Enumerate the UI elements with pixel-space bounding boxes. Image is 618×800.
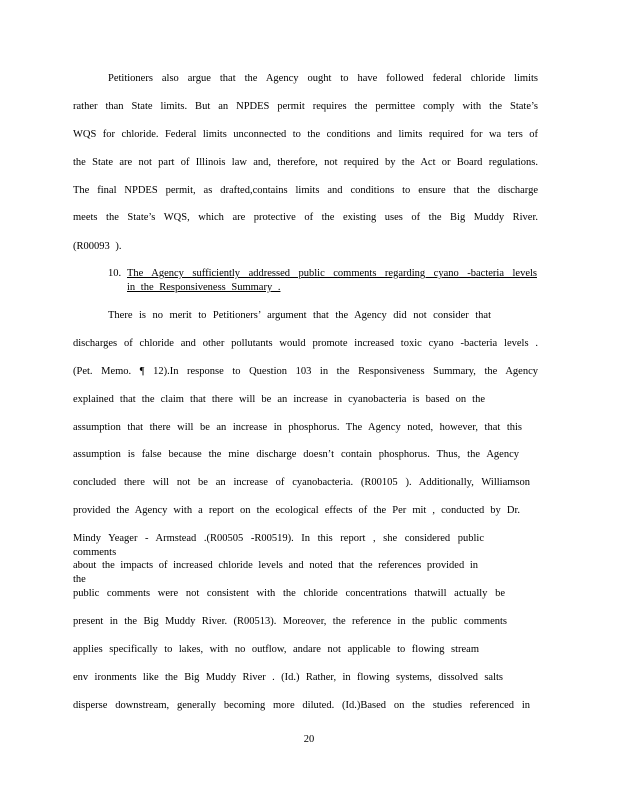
text-line: the State are not part of Illinois law and, therefore, not required by the Act or Board regulations. [73,157,538,168]
text-line: There is no merit to Petitioners’ argument that the Agency did not consider that [108,310,491,321]
text-line: disperse downstream, generally becoming more diluted. (Id.)Based on the studies referenced in [73,700,530,711]
heading-number: 10. [108,268,122,279]
text-line: assumption that there will be an increase in phosphorus. The Agency noted, however, that this [73,422,522,433]
text-line: public comments were not consistent with the chloride concentrations thatwill actually be [73,588,505,599]
heading-line: The Agency sufficiently addressed public comments regarding cyano -bacteria levels [127,268,537,279]
text-line: applies specifically to lakes, with no outflow, andare not applicable to flowing stream [73,644,479,655]
text-line: explained that the claim that there will be an increase in cyanobacteria is based on the [73,394,485,405]
text-line: Petitioners also argue that the Agency ought to have followed federal chloride limits [108,73,538,84]
page-number: 20 [303,734,315,745]
text-line: concluded there will not be an increase of cyanobacteria. (R00105 ). Additionally, Williamson [73,477,530,488]
text-line: The final NPDES permit, as drafted,contains limits and conditions to ensure that the discharge [73,185,538,196]
text-line: env ironments like the Big Muddy River . (Id.) Rather, in flowing systems, dissolved salts [73,672,503,683]
text-line: rather than State limits. But an NPDES permit requires the permittee comply with the State’s [73,101,538,112]
text-line: (Pet. Memo. ¶ 12).In response to Question 103 in the Responsiveness Summary, the Agency [73,366,538,377]
text-line: discharges of chloride and other pollutants would promote increased toxic cyano -bacteria levels . [73,338,538,349]
text-line: provided the Agency with a report on the ecological effects of the Per mit , conducted by Dr. [73,505,520,516]
text-line: Mindy Yeager - Armstead .(R00505 -R00519). In this report , she considered public comments [73,533,484,558]
text-line: present in the Big Muddy River. (R00513). Moreover, the reference in the public comments [73,616,507,627]
text-line: about the impacts of increased chloride levels and noted that the references provided in the [73,560,478,585]
text-line: assumption is false because the mine discharge doesn’t contain phosphorus. Thus, the Agency [73,449,519,460]
text-line: (R00093 ). [73,241,122,252]
text-line: WQS for chloride. Federal limits unconnected to the conditions and limits required for wa ters of [73,129,538,140]
heading-line: in the Responsiveness Summary . [127,282,281,293]
text-line: meets the State’s WQS, which are protective of the existing uses of the Big Muddy River. [73,212,538,223]
